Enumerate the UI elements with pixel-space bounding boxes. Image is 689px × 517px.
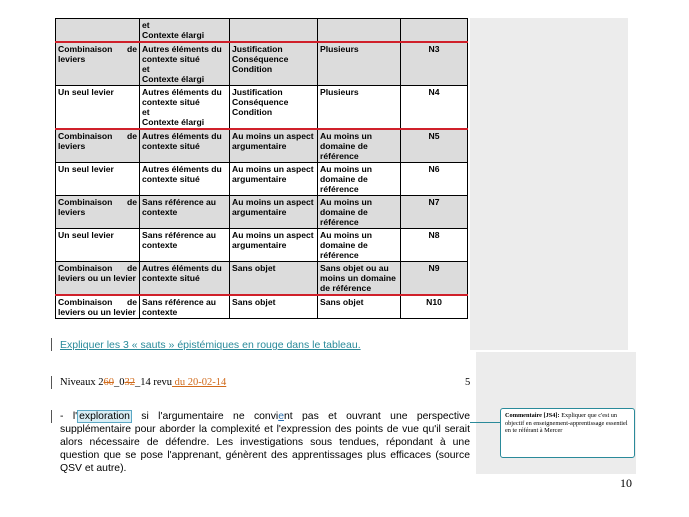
table-cell-c4: Au moins un domaine de référence [318,163,401,196]
comment-connector [470,422,502,423]
revision-bar [51,376,52,389]
table-cell-c3: Au moins un aspect argumentaire [230,129,318,163]
footer-deleted-2: 32 [124,377,135,388]
document-margin-top [470,18,628,350]
table-row [56,229,468,262]
table-cell-c4: Au moins un domaine de référence [318,196,401,229]
table-cell-c4: Au moins un domaine de référence [318,229,401,262]
table-cell-c4: Sans objet ou au moins un domaine de référence [318,262,401,296]
table-cell-c1: Combinaison de leviers [56,42,140,86]
table-cell-c5: N9 [401,262,468,296]
document-footer [60,377,226,388]
table-cell-c4: Plusieurs [318,86,401,130]
table-row [56,129,468,163]
table-cell-c4: Au moins un domaine de référence [318,129,401,163]
table-cell-c2: et Contexte élargi [140,19,230,43]
table-cell-c1: Un seul levier [56,163,140,196]
table-cell-c2: Sans référence au contexte [140,295,230,319]
levels-table [55,18,468,319]
revision-bar [51,338,52,351]
table-cell-c1: Un seul levier [56,229,140,262]
table-cell-c3: Au moins un aspect argumentaire [230,163,318,196]
table-cell-c2: Autres éléments du contexte situé [140,163,230,196]
explain-link[interactable]: Expliquer les 3 « sauts » épistémiques en rouge dans le tableau. [60,339,361,351]
table-row [56,196,468,229]
footer-inserted: du 20-02-14 [172,377,227,388]
table-cell-c3: Justification Conséquence Condition [230,86,318,130]
table-cell-c2: Autres éléments du contexte situé et Contexte élargi [140,86,230,130]
table-cell-c1 [56,19,140,43]
table-cell-c4 [318,19,401,43]
table-cell-c3 [230,19,318,43]
table-row [56,42,468,86]
footer-mid-1: _0 [113,377,125,388]
comment-label: Commentaire [JS4]: [505,412,560,419]
table-row [56,262,468,296]
footer-mid-2: _14 revu [134,377,172,388]
table-cell-c5: N4 [401,86,468,130]
comment-text: Expliquer que c'est un objectif en enseignement-apprentissage essentiel en te référant à Mercer [505,412,628,435]
commented-word[interactable]: exploration [79,411,130,422]
table-cell-c2: Autres éléments du contexte situé et Contexte élargi [140,42,230,86]
comment-balloon[interactable] [500,408,635,458]
slide-number: 10 [620,476,632,490]
table-cell-c4: Plusieurs [318,42,401,86]
table-cell-c5: N3 [401,42,468,86]
table-cell-c1: Combinaison de leviers [56,129,140,163]
table-cell-c3: Justification Conséquence Condition [230,42,318,86]
para-part-2: nt pas et ouvrant une perspective supplémentaire pour aborder la complexité et l'expression des points de vue qu'il serait alors nécessaire de défendre. Les investigations sous tendues, répondant à une question que se pose l'apprenant, génèrent des apprentissages plus efficaces (source QSV et autre). [60,411,470,474]
exploration-paragraph [60,410,470,475]
table-cell-c5: N6 [401,163,468,196]
footer-prefix: Niveaux 2 [60,377,104,388]
footer-deleted-1: 60 [103,377,114,388]
table-cell-c5: N8 [401,229,468,262]
table-cell-c2: Autres éléments du contexte situé [140,129,230,163]
table-cell-c3: Au moins un aspect argumentaire [230,196,318,229]
table-row [56,86,468,130]
table-cell-c1: Combinaison de leviers ou un levier [56,295,140,319]
table-row [56,163,468,196]
table-cell-c3: Sans objet [230,295,318,319]
table-cell-c5: N5 [401,129,468,163]
table-cell-c1: Combinaison de leviers [56,196,140,229]
table-row [56,19,468,43]
table-cell-c2: Autres éléments du contexte situé [140,262,230,296]
table-row [56,295,468,319]
table-cell-c5 [401,19,468,43]
para-inserted: e [278,411,284,422]
para-part-1: si l'argumentaire ne convi [131,411,279,422]
revision-bar [51,410,52,423]
document-page-number: 5 [465,377,471,388]
table-cell-c1: Un seul levier [56,86,140,130]
table-cell-c3: Sans objet [230,262,318,296]
table-cell-c2: Sans référence au contexte [140,229,230,262]
table-cell-c3: Au moins un aspect argumentaire [230,229,318,262]
table-cell-c2: Sans référence au contexte [140,196,230,229]
table-cell-c1: Combinaison de leviers ou un levier [56,262,140,296]
para-lead: - l' [60,411,78,422]
table-cell-c4: Sans objet [318,295,401,319]
table-cell-c5: N10 [401,295,468,319]
table-cell-c5: N7 [401,196,468,229]
